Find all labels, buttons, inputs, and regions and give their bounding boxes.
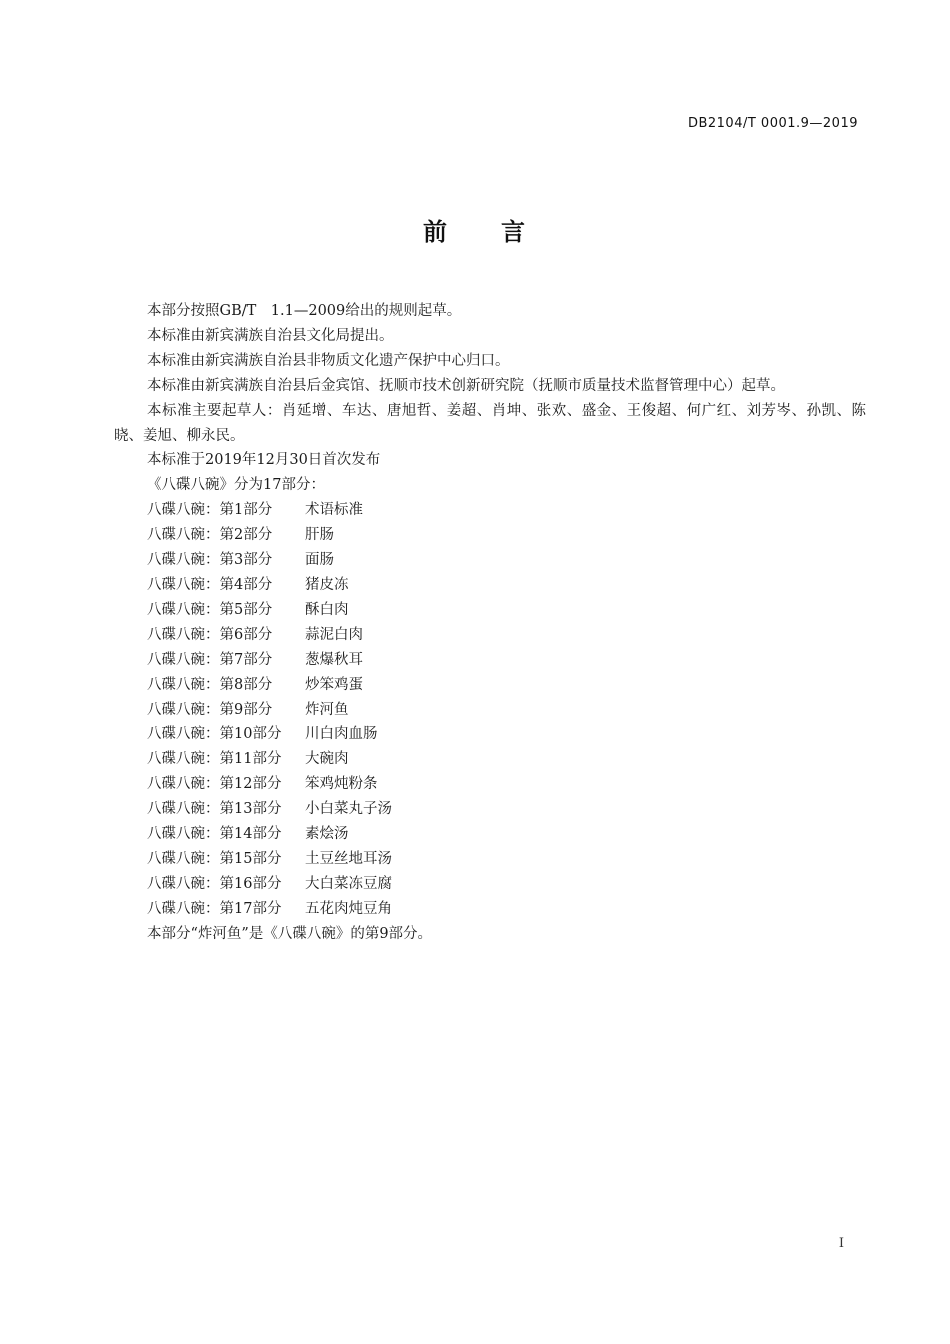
page-number: I	[838, 1236, 844, 1251]
part-name: 土豆丝地耳汤	[305, 850, 392, 867]
part-prefix: 八碟八碗：第11部分	[147, 751, 282, 768]
part-name: 蒜泥白肉	[305, 626, 363, 643]
part-prefix: 八碟八碗：第6部分	[147, 626, 273, 643]
list-item	[114, 573, 866, 598]
part-prefix: 八碟八碗：第12部分	[147, 776, 282, 793]
list-item	[114, 897, 866, 922]
paragraph-closing: 本部分“炸河鱼”是《八碟八碗》的第9部分。	[147, 925, 433, 942]
part-prefix: 八碟八碗：第4部分	[147, 576, 273, 593]
part-name: 术语标准	[305, 502, 363, 519]
part-name: 葱爆秋耳	[305, 651, 363, 668]
list-item	[114, 797, 866, 822]
list-item	[114, 673, 866, 698]
part-name: 炸河鱼	[305, 701, 349, 718]
part-prefix: 八碟八碗：第5部分	[147, 601, 273, 618]
list-item	[114, 648, 866, 673]
part-prefix: 八碟八碗：第9部分	[147, 701, 273, 718]
part-prefix: 八碟八碗：第13部分	[147, 801, 282, 818]
part-name: 五花肉炖豆角	[305, 900, 392, 917]
paragraph-parts-intro: 《八碟八碗》分为17部分：	[147, 477, 325, 494]
paragraph-drafters: 本标准主要起草人：肖延增、车达、唐旭哲、姜超、肖坤、张欢、盛金、王俊超、何广红、刘芳岑、孙凯、陈晓、姜旭、柳永民。	[114, 402, 866, 444]
part-name: 面肠	[305, 552, 334, 569]
list-item	[114, 747, 866, 772]
part-name: 大碗肉	[305, 751, 349, 768]
list-item	[114, 698, 866, 723]
part-name: 小白菜丸子汤	[305, 801, 392, 818]
part-prefix: 八碟八碗：第7部分	[147, 651, 273, 668]
part-prefix: 八碟八碗：第10部分	[147, 726, 282, 743]
part-prefix: 八碟八碗：第17部分	[147, 900, 282, 917]
part-name: 笨鸡炖粉条	[305, 776, 378, 793]
list-item	[114, 598, 866, 623]
list-item	[114, 623, 866, 648]
document-code: DB2104/T 0001.9—2019	[687, 116, 858, 131]
part-prefix: 八碟八碗：第1部分	[147, 502, 273, 519]
part-prefix: 八碟八碗：第3部分	[147, 552, 273, 569]
list-item	[114, 822, 866, 847]
part-prefix: 八碟八碗：第8部分	[147, 676, 273, 693]
paragraph-drafting-units: 本标准由新宾满族自治县后金宾馆、抚顺市技术创新研究院（抚顺市质量技术监督管理中心）起草。	[147, 377, 785, 394]
part-prefix: 八碟八碗：第15部分	[147, 850, 282, 867]
list-item	[114, 722, 866, 747]
foreword-body	[114, 299, 866, 947]
paragraph-drafting-rules: 本部分按照GB/T 1.1—2009给出的规则起草。	[147, 303, 462, 319]
parts-list	[114, 498, 866, 921]
part-name: 素烩汤	[305, 826, 349, 843]
part-name: 川白肉血肠	[305, 726, 378, 743]
list-item	[114, 498, 866, 523]
part-name: 猪皮冻	[305, 576, 349, 593]
part-prefix: 八碟八碗：第14部分	[147, 826, 282, 843]
list-item	[114, 772, 866, 797]
list-item	[114, 872, 866, 897]
title-char-2: 言	[501, 218, 527, 246]
list-item	[114, 548, 866, 573]
page-title	[0, 212, 950, 247]
paragraph-proposer: 本标准由新宾满族自治县文化局提出。	[147, 327, 394, 344]
part-name: 酥白肉	[305, 601, 349, 618]
list-item	[114, 847, 866, 872]
part-prefix: 八碟八碗：第16部分	[147, 875, 282, 892]
part-prefix: 八碟八碗：第2部分	[147, 527, 273, 544]
part-name: 炒笨鸡蛋	[305, 676, 363, 693]
paragraph-release-date: 本标准于2019年12月30日首次发布	[147, 452, 381, 469]
part-name: 大白菜冻豆腐	[305, 875, 392, 892]
list-item	[114, 523, 866, 548]
part-name: 肝肠	[305, 527, 334, 544]
title-char-1: 前	[423, 218, 449, 246]
paragraph-centralizing-unit: 本标准由新宾满族自治县非物质文化遗产保护中心归口。	[147, 352, 510, 369]
